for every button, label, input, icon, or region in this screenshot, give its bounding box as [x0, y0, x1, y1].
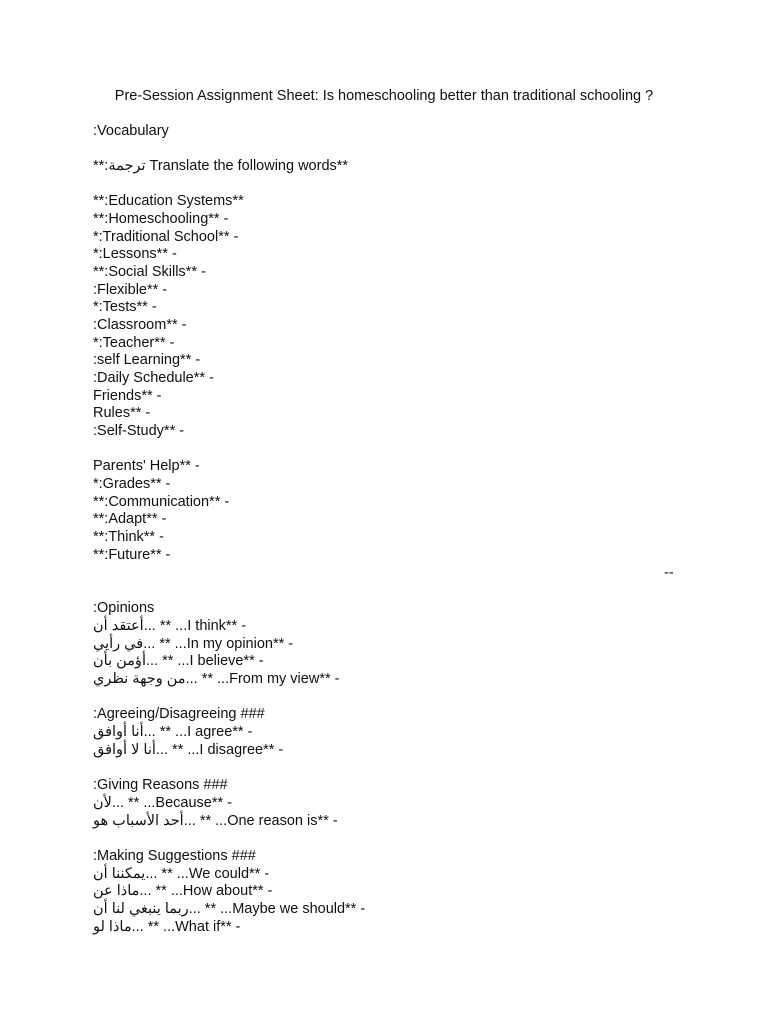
- vocab-item: *:Lessons** -: [93, 246, 177, 262]
- vocab-item: :Classroom** -: [93, 317, 187, 333]
- vocab-item: **:Future** -: [93, 547, 171, 563]
- vocab-item: *:Teacher** -: [93, 335, 175, 351]
- vocab-item: **:Education Systems**: [93, 193, 244, 209]
- vocabulary-instruction: **:ترجمة Translate the following words**: [93, 158, 349, 174]
- vocab-item: :Daily Schedule** -: [93, 370, 214, 386]
- vocab-item: *:Tests** -: [93, 299, 157, 315]
- vocab-item: Friends** -: [93, 388, 162, 404]
- vocab-item: :Self-Study** -: [93, 423, 185, 439]
- opinions-heading: :Opinions: [93, 600, 155, 616]
- suggestions-heading: :Making Suggestions ###: [93, 848, 256, 864]
- phrase-item: من وجهة نظري... ** ...From my view** -: [93, 671, 340, 687]
- vocab-item: *:Grades** -: [93, 476, 171, 492]
- section-separator: --: [664, 565, 674, 581]
- phrase-item: ماذا لو... ** ...What if** -: [93, 919, 241, 935]
- vocab-item: :Flexible** -: [93, 282, 168, 298]
- page-title: Pre-Session Assignment Sheet: Is homeschooling better than traditional schooling ?: [114, 88, 654, 104]
- vocab-item: **:Homeschooling** -: [93, 211, 229, 227]
- phrase-item: ربما ينبغي لنا أن... ** ...Maybe we should** -: [93, 901, 366, 917]
- vocab-item: **:Think** -: [93, 529, 164, 545]
- vocabulary-heading: :Vocabulary: [93, 123, 169, 139]
- phrase-item: أحد الأسباب هو... ** ...One reason is** -: [93, 813, 338, 829]
- vocab-item: **:Communication** -: [93, 494, 230, 510]
- agreeing-heading: :Agreeing/Disagreeing ###: [93, 706, 265, 722]
- vocab-item: **:Adapt** -: [93, 511, 167, 527]
- vocab-item: :self Learning** -: [93, 352, 201, 368]
- vocab-item: Parents' Help** -: [93, 458, 200, 474]
- phrase-item: ماذا عن... ** ...How about** -: [93, 883, 273, 899]
- phrase-item: أعتقد أن... ** ...I think** -: [93, 618, 247, 634]
- phrase-item: أنا لا أوافق... ** ...I disagree** -: [93, 742, 284, 758]
- phrase-item: في رأيي... ** ...In my opinion** -: [93, 636, 294, 652]
- phrase-item: أنا أوافق... ** ...I agree** -: [93, 724, 253, 740]
- phrase-item: أؤمن بأن... ** ...I believe** -: [93, 653, 264, 669]
- vocab-item: *:Traditional School** -: [93, 229, 239, 245]
- phrase-item: لأن... ** ...Because** -: [93, 795, 233, 811]
- vocab-item: **:Social Skills** -: [93, 264, 206, 280]
- phrase-item: يمكننا أن... ** ...We could** -: [93, 866, 270, 882]
- reasons-heading: :Giving Reasons ###: [93, 777, 228, 793]
- vocab-item: Rules** -: [93, 405, 151, 421]
